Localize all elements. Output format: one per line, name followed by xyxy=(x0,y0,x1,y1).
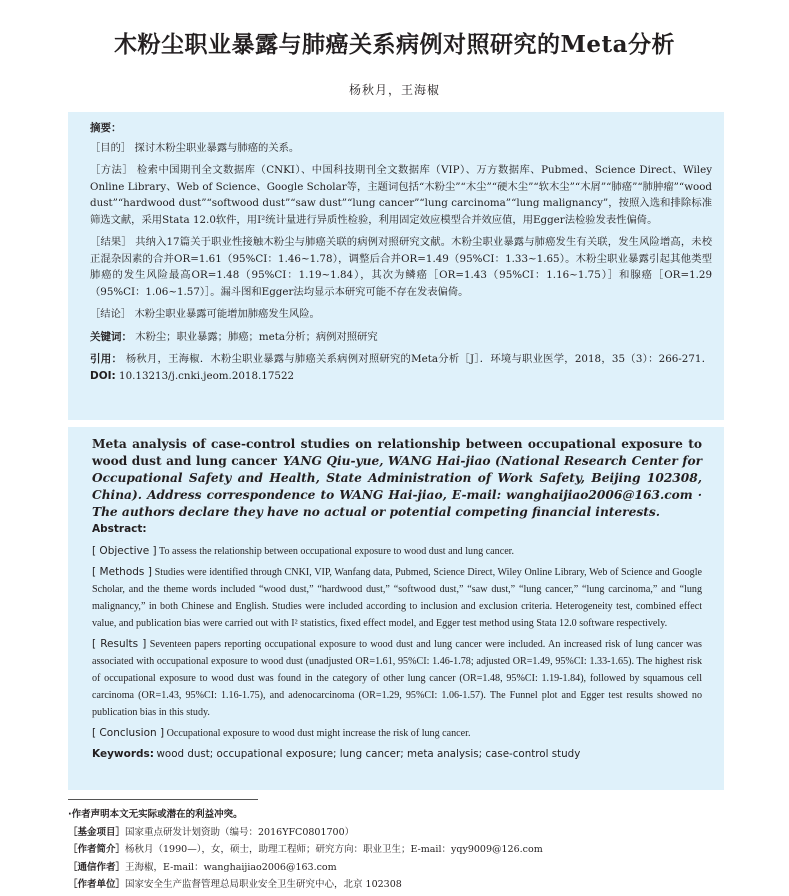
cn-keywords xyxy=(90,329,712,346)
cn-conclusion xyxy=(90,306,712,323)
en-conclusion-tag: [ Conclusion ] xyxy=(92,727,165,739)
english-abstract-box xyxy=(68,427,724,790)
en-conclusion xyxy=(92,725,702,742)
en-objective-text: To assess the relationship between occupational exposure to wood dust and lung cancer. xyxy=(159,546,515,557)
cn-results xyxy=(90,234,712,300)
cn-conclusion-text: 木粉尘职业暴露可能增加肺癌发生风险。 xyxy=(134,308,320,320)
article-title: 木粉尘职业暴露与肺癌关系病例对照研究的Meta分析 xyxy=(113,31,676,58)
cn-conclusion-tag: ［结论］ xyxy=(90,308,132,320)
cn-keywords-label: 关键词： xyxy=(90,330,132,343)
footnote-fund xyxy=(68,824,768,842)
chinese-abstract-box xyxy=(68,112,724,420)
cn-objective xyxy=(90,140,712,157)
en-title xyxy=(92,436,702,521)
footnote-fund-text: 国家重点研发计划资助（编号：2016YFC0801700） xyxy=(125,826,355,838)
cn-doi-text: 10.13213/j.cnki.jeom.2018.17522 xyxy=(119,369,295,382)
en-results-tag: [ Results ] xyxy=(92,638,147,650)
en-keywords xyxy=(92,746,702,763)
footnote-fund-label: ［基金项目］ xyxy=(68,826,126,838)
cn-citation-text: 杨秋月，王海椒．木粉尘职业暴露与肺癌关系病例对照研究的Meta分析［J］．环境与职业医学，2018，35（3）：266-271． xyxy=(125,353,712,365)
footnote-unit-text: 国家安全生产监督管理总局职业安全卫生研究中心，北京 102308 xyxy=(125,879,402,890)
cn-abstract-label: 摘要： xyxy=(90,122,122,134)
en-keywords-text: wood dust; occupational exposure; lung cancer; meta analysis; case-control study xyxy=(156,748,581,760)
footnotes xyxy=(68,806,768,894)
footnote-declaration: ·作者声明本文无实际或潜在的利益冲突。 xyxy=(68,809,243,820)
footnote-correspondence xyxy=(68,859,768,877)
cn-objective-text: 探讨木粉尘职业暴露与肺癌的关系。 xyxy=(134,141,300,154)
en-results-text: Seventeen papers reporting occupational exposure to wood dust and lung cancer were included. An increased risk of lung cancer was associated with occupational exposure to wood dust (unadjusted OR=1.61, 95%CI: 1.46-1.78; adjusted OR=1.49, 95%CI: 1.33-1.65). The highest risk of occupational exposure to wood dust was found in the category of other lung cancer (OR=1.48, 95%CI: 1.19-1.84), followed by squamous cell carcinoma (OR=1.43, 95%CI: 1.16-1.75), and adenocarcinoma (OR=1.29, 95%CI: 1.06-1.57). The Funnel plot and Egger test results showed no publication bias in this study. xyxy=(92,639,702,718)
en-abstract-label: Abstract: xyxy=(92,523,147,535)
cn-results-tag: ［结果］ xyxy=(90,236,132,248)
cn-doi-label: DOI: xyxy=(90,369,116,382)
cn-results-text: 共纳入17篇关于职业性接触木粉尘与肺癌关联的病例对照研究文献。木粉尘职业暴露与肺癌发生有关联，发生风险增高，未校正混杂因素的合并OR=1.61（95%CI：1.46~1.78），调整后合并OR=1.49（95%CI：1.33~1.65）。木粉尘职业暴露引起其他类型肺癌的发生风险最高OR=1.48（95%CI：1.19~1.84），其次为鳞癌［OR=1.43（95%CI：1.16~1.75）］和腺癌［OR=1.29（95%CI：1.06~1.57）］。漏斗图和Egger法均显示本研究可能不存在发表偏倚。 xyxy=(90,236,712,298)
cn-citation xyxy=(90,351,712,384)
footnote-bio-label: ［作者简介］ xyxy=(68,844,126,855)
footnote-divider xyxy=(68,799,258,800)
en-objective-tag: [ Objective ] xyxy=(92,545,157,557)
footnote-unit xyxy=(68,876,768,894)
cn-objective-tag: ［目的］ xyxy=(90,141,132,154)
cn-methods xyxy=(90,162,712,228)
en-methods-text: Studies were identified through CNKI, VIP, Wanfang data, Pubmed, Science Direct, Wiley Online Library, Web of Science and Google Scholar, and the theme words included “wood dust,” “hardwood dust,” “softwood dust,” “saw dust,” “lung cancer,” “lung carcinoma,” and “lung malignancy,” in both Chinese and English. Studies were included according to inclusion and exclusion criteria. Heterogeneity test, combined effect value, and publication bias were carried out with I² statistics, fixed effect model, and Egger test method using Stata 12.0 software respectively. xyxy=(92,567,703,629)
en-keywords-label: Keywords: xyxy=(92,748,154,760)
en-results xyxy=(92,636,702,721)
footnote-unit-label: ［作者单位］ xyxy=(68,879,126,890)
en-objective xyxy=(92,543,702,560)
footnote-corr-label: ［通信作者］ xyxy=(68,861,126,873)
article-authors: 杨秋月，王海椒 xyxy=(348,83,440,97)
footnote-corr-text: 王海椒，E-mail：wanghaijiao2006@163.com xyxy=(125,861,337,873)
en-methods xyxy=(92,564,702,632)
cn-citation-label: 引用： xyxy=(90,353,123,365)
cn-methods-text: 检索中国期刊全文数据库（CNKI）、中国科技期刊全文数据库（VIP）、万方数据库、Pubmed、Science Direct、Wiley Online Library、Web of Science、Google Scholar等，主题词包括“木粉尘”“木尘”“硬木尘”“软木尘”“木屑”“肺癌”“肺肿瘤”“wood dust”“hardwood dust”“softwood dust”“saw dust”“lung cancer”“lung carcinoma”“lung malignancy”，按照入选和排除标准筛选文献，采用Stata 12.0软件，用I²统计量进行异质性检验，利用固定效应模型合并效应值，用Egger法检验发表性偏倚。 xyxy=(90,164,713,226)
en-author-info: YANG Qiu-yue, WANG Hai-jiao (National Research Center for Occupational Safety and Health, State Administration of Work Safety, Beijing 102308, China). Address correspondence to WANG Hai-jiao, E-mail: wanghaijiao2006@163.com · The authors declare they have no actual or potential competing financial interests. xyxy=(92,454,703,519)
en-title-text: Meta analysis of case-control studies on relationship between occupational exposure to wood dust and lung cancer xyxy=(92,437,702,468)
en-conclusion-text: Occupational exposure to wood dust might increase the risk of lung cancer. xyxy=(166,728,471,739)
cn-methods-tag: ［方法］ xyxy=(90,164,134,176)
footnote-bio xyxy=(68,841,768,859)
footnote-bio-text: 杨秋月（1990—），女，硕士，助理工程师；研究方向：职业卫生；E-mail：yqy9009@126.com xyxy=(125,844,543,855)
en-methods-tag: [ Methods ] xyxy=(92,566,152,578)
cn-keywords-text: 木粉尘；职业暴露；肺癌；meta分析；病例对照研究 xyxy=(135,330,378,343)
